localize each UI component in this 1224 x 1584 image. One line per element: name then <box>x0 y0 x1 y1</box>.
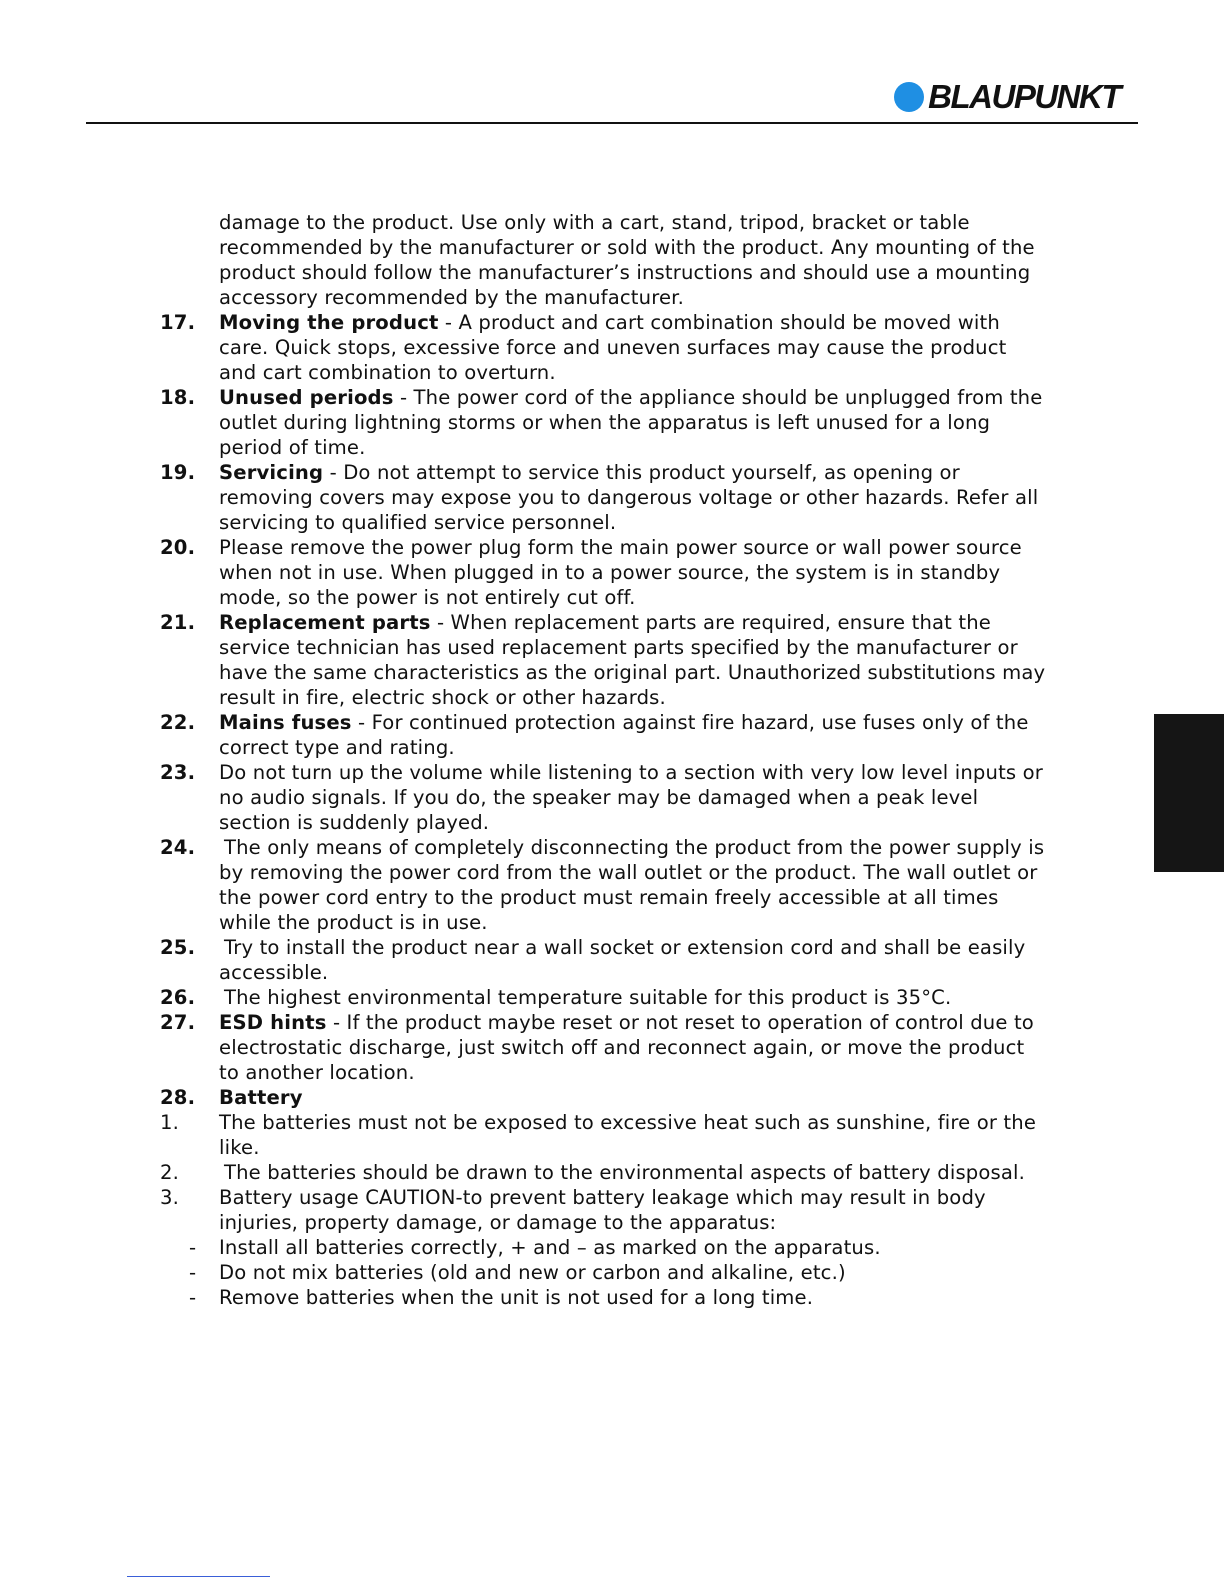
list-item <box>0 310 1049 385</box>
battery-dash-item <box>0 1285 1049 1310</box>
item-number: 25. <box>160 936 196 959</box>
dash-item-text: Install all batteries correctly, + and – as marked on the apparatus. <box>219 1236 881 1259</box>
battery-item-text: Battery usage CAUTION-to prevent battery leakage which may result in body injuries, property damage, or damage to the apparatus: <box>219 1186 986 1234</box>
item-text: - If the product maybe reset or not reset to operation of control due to electrostatic discharge, just switch off and reconnect again, or move the product to another location. <box>219 1011 1034 1084</box>
item-text: The highest environmental temperature suitable for this product is 35°C. <box>224 986 952 1009</box>
item-number: 27. <box>160 1011 196 1034</box>
battery-dash-item <box>0 1260 1049 1285</box>
item-text: - For continued protection against fire hazard, use fuses only of the correct type and rating. <box>219 711 1029 759</box>
item-title: Unused periods <box>219 386 394 409</box>
list-item <box>0 460 1049 535</box>
list-item <box>0 1085 1049 1110</box>
footer-link-underline <box>127 1576 270 1577</box>
dash-bullet: - <box>189 1286 197 1309</box>
list-item <box>0 985 1049 1010</box>
list-item <box>0 710 1049 760</box>
battery-item-number: 3. <box>160 1186 179 1209</box>
item-text: The only means of completely disconnecting the product from the power supply is by removing the power cord from the wall outlet or the product. The wall outlet or the power cord entry to the product must remain freely accessible at all times while the product is in use. <box>219 836 1045 934</box>
dash-item-text: Remove batteries when the unit is not used for a long time. <box>219 1286 814 1309</box>
logo-dot-icon <box>894 82 924 112</box>
item-text: - Do not attempt to service this product yourself, as opening or removing covers may expose you to dangerous voltage or other hazards. Refer all servicing to qualified service personnel. <box>219 461 1039 534</box>
item-number: 26. <box>160 986 196 1009</box>
item-text: Try to install the product near a wall socket or extension cord and shall be easily accessible. <box>219 936 1026 984</box>
item-number: 19. <box>160 461 196 484</box>
battery-dash-item <box>0 1235 1049 1260</box>
item-title: Battery <box>219 1086 303 1109</box>
item-title: Moving the product <box>219 311 439 334</box>
item-number: 18. <box>160 386 196 409</box>
item-number: 23. <box>160 761 196 784</box>
brand-logo <box>894 80 1120 113</box>
list-item <box>0 935 1049 985</box>
battery-item <box>0 1110 1049 1160</box>
item-number: 20. <box>160 536 196 559</box>
safety-instructions <box>0 210 1224 1310</box>
list-item <box>0 385 1049 460</box>
dash-item-text: Do not mix batteries (old and new or carbon and alkaline, etc.) <box>219 1261 846 1284</box>
battery-item <box>0 1185 1049 1235</box>
item-title: Servicing <box>219 461 324 484</box>
list-item <box>0 610 1049 710</box>
continued-paragraph: damage to the product. Use only with a cart, stand, tripod, bracket or table recommended by the manufacturer or sold with the product. Any mounting of the product should follow the manufacturer’s instructions and should use a mounting accessory recommended by the manufacturer. <box>219 211 1035 309</box>
dash-bullet: - <box>189 1236 197 1259</box>
dash-bullet: - <box>189 1261 197 1284</box>
item-text: Do not turn up the volume while listening to a section with very low level inputs or no audio signals. If you do, the speaker may be damaged when a peak level section is suddenly played. <box>219 761 1043 834</box>
item-number: 28. <box>160 1086 196 1109</box>
battery-item <box>0 1160 1049 1185</box>
list-item <box>0 835 1049 935</box>
list-item <box>0 1010 1049 1085</box>
item-number: 17. <box>160 311 196 334</box>
item-title: Replacement parts <box>219 611 431 634</box>
header-divider <box>86 122 1138 124</box>
item-text: - A product and cart combination should be moved with care. Quick stops, excessive force and uneven surfaces may cause the product and cart combination to overturn. <box>219 311 1007 384</box>
item-text: - The power cord of the appliance should be unplugged from the outlet during lightning storms or when the apparatus is left unused for a long period of time. <box>219 386 1043 459</box>
battery-item-text: The batteries must not be exposed to excessive heat such as sunshine, fire or the like. <box>219 1111 1037 1159</box>
battery-item-number: 1. <box>160 1111 179 1134</box>
item-number: 22. <box>160 711 196 734</box>
battery-item-text: The batteries should be drawn to the environmental aspects of battery disposal. <box>224 1161 1026 1184</box>
item-number: 24. <box>160 836 196 859</box>
list-item <box>0 535 1049 610</box>
item-text: - When replacement parts are required, ensure that the service technician has used replacement parts specified by the manufacturer or have the same characteristics as the original part. Unauthorized substitutions may result in fire, electric shock or other hazards. <box>219 611 1046 709</box>
list-item <box>0 760 1049 835</box>
item-title: ESD hints <box>219 1011 327 1034</box>
item-title: Mains fuses <box>219 711 352 734</box>
item-text: Please remove the power plug form the main power source or wall power source when not in use. When plugged in to a power source, the system is in standby mode, so the power is not entirely cut off. <box>219 536 1022 609</box>
battery-item-number: 2. <box>160 1161 179 1184</box>
item-number: 21. <box>160 611 196 634</box>
brand-name: BLAUPUNKT <box>928 78 1120 115</box>
